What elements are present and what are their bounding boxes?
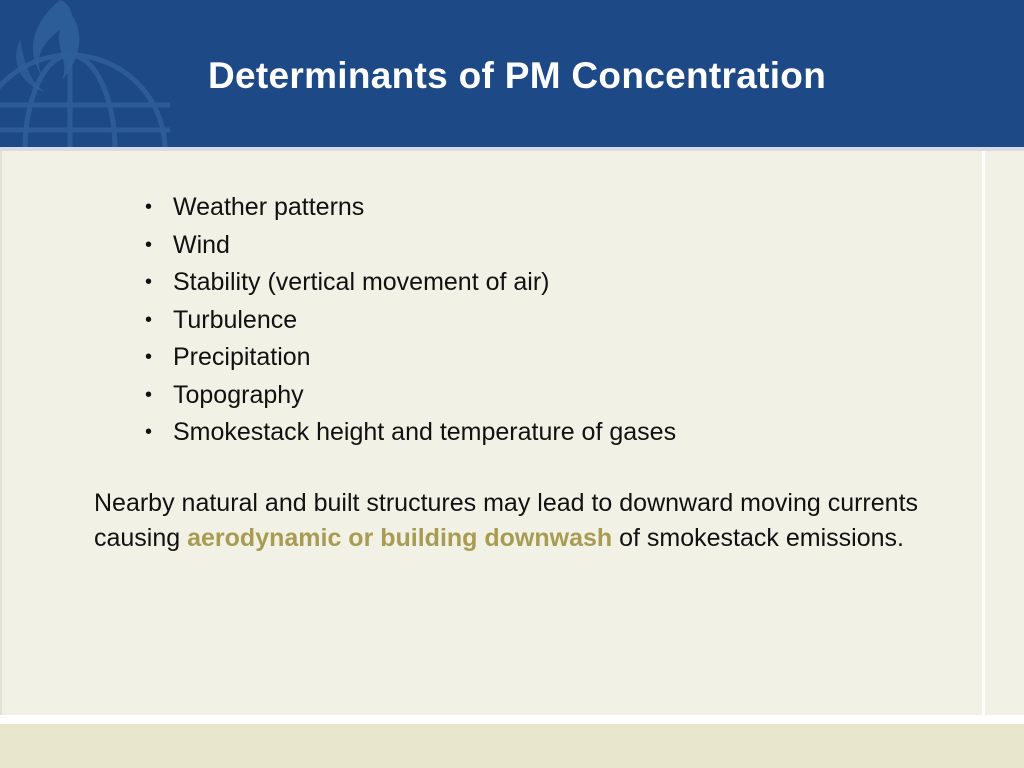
bullet-marker: • [145, 421, 153, 443]
bullet-text: Smokestack height and temperature of gases [173, 418, 677, 446]
footer-band [0, 724, 1024, 768]
list-item [145, 414, 676, 452]
header-band [0, 0, 1024, 147]
bullet-marker: • [145, 383, 153, 406]
bullet-text: Wind [173, 230, 230, 259]
header-divider [0, 147, 1024, 151]
bullet-marker: • [145, 346, 153, 368]
bullet-marker: • [145, 271, 153, 293]
paragraph-text-before: Nearby natural and built structures may lead to downward moving currents causing [94, 489, 919, 552]
downwash-highlight: aerodynamic or building downwash [187, 524, 613, 552]
list-item [145, 377, 676, 415]
downwash-paragraph [94, 486, 954, 556]
list-item [145, 189, 676, 227]
bullet-marker: • [145, 233, 153, 256]
bullet-list [145, 189, 676, 452]
bullet-text: Weather patterns [173, 193, 365, 221]
footer-divider [0, 715, 1024, 724]
list-item [145, 339, 676, 377]
slide-title: Determinants of PM Concentration [208, 55, 827, 96]
left-divider [0, 151, 2, 717]
bullet-text: Stability (vertical movement of air) [173, 268, 550, 296]
list-item [145, 302, 676, 340]
flame-globe-logo-icon [0, 0, 180, 147]
list-item [145, 264, 676, 302]
bullet-marker: • [145, 308, 153, 331]
paragraph-text-after: of smokestack emissions. [612, 524, 904, 552]
right-divider [982, 151, 985, 717]
bullet-text: Topography [173, 380, 304, 409]
bullet-marker: • [145, 196, 153, 218]
bullet-text: Turbulence [173, 305, 298, 334]
bullet-text: Precipitation [173, 343, 311, 371]
list-item [145, 227, 676, 265]
